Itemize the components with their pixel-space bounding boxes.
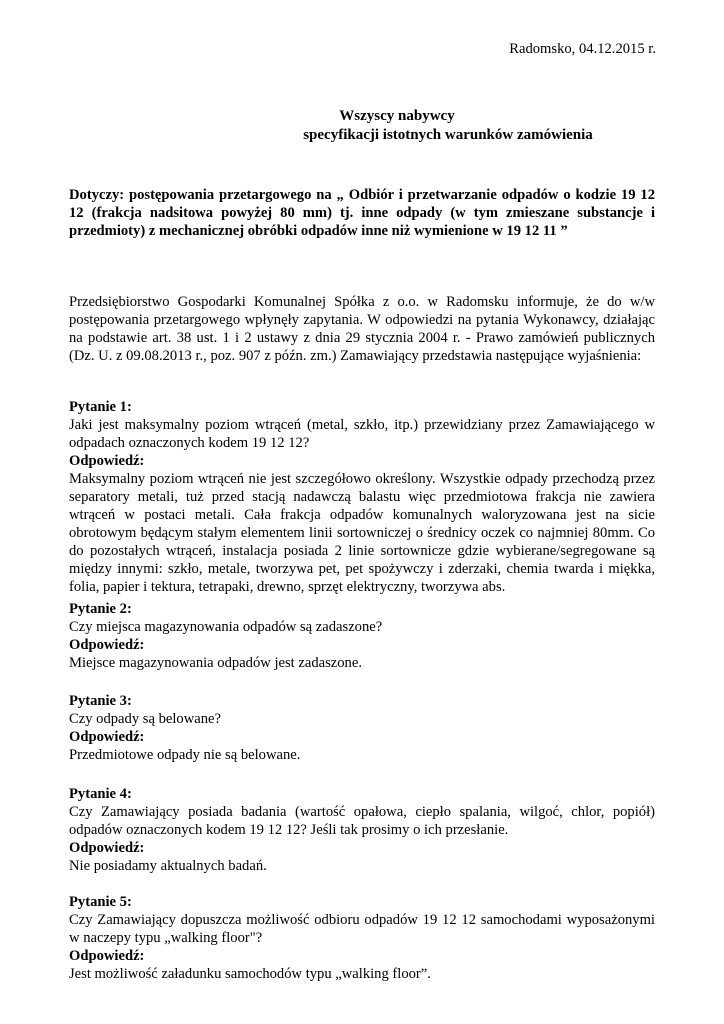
intro-paragraph: Przedsiębiorstwo Gospodarki Komunalnej Spółka z o.o. w Radomsku informuje, że do w/w postępowania przetargowego wpłynęły zapytania. W odpowiedzi na pytania Wykonawcy, działając na podstawie art. 38 ust. 1 i 2 ustawy z dnia 29 stycznia 2004 r. - Prawo zamówień publicznych (Dz. U. z 09.08.2013 r., poz. 907 z późn. zm.) Zamawiający przedstawia następujące wyjaśnienia: (69, 294, 655, 364)
answer-label: Odpowiedź: (69, 840, 145, 856)
question-text: Czy odpady są belowane? (69, 711, 221, 727)
question-block-1 (69, 398, 655, 596)
addressee-title-line1: Wszyscy nabywcy (339, 108, 455, 124)
answer-text: Nie posiadamy aktualnych badań. (69, 858, 267, 874)
answer-text: Przedmiotowe odpady nie są belowane. (69, 747, 301, 763)
question-text: Czy Zamawiający dopuszcza możliwość odbioru odpadów 19 12 12 samochodami wyposażonymi w naczepy typu „walking floor"? (69, 912, 655, 946)
question-label: Pytanie 5: (69, 894, 132, 910)
question-block-3 (69, 692, 655, 764)
answer-label: Odpowiedź: (69, 729, 145, 745)
question-text: Czy miejsca magazynowania odpadów są zadaszone? (69, 619, 383, 635)
answer-label: Odpowiedź: (69, 948, 145, 964)
answer-text: Jest możliwość załadunku samochodów typu „walking floor”. (69, 966, 431, 982)
question-label: Pytanie 4: (69, 786, 132, 802)
question-block-2 (69, 600, 655, 672)
answer-text: Miejsce magazynowania odpadów jest zadaszone. (69, 655, 362, 671)
question-label: Pytanie 1: (69, 399, 132, 415)
document-date: Radomsko, 04.12.2015 r. (509, 41, 656, 57)
question-text: Jaki jest maksymalny poziom wtrąceń (metal, szkło, itp.) przewidziany przez Zamawiającego w odpadach oznaczonych kodem 19 12 12? (69, 417, 655, 451)
addressee-title-line2: specyfikacji istotnych warunków zamówienia (303, 127, 593, 143)
answer-label: Odpowiedź: (69, 637, 145, 653)
answer-text: Maksymalny poziom wtrąceń nie jest szczegółowo określony. Wszystkie odpady przechodzą przez separatory metali, tuż przed stacją nadawczą balastu więc przedmiotowa frakcja nie zawiera wtrąceń w postaci metali. Cała frakcja odpadów komunalnych waloryzowana jest na sicie obrotowym będącym stałym elementem linii sortowniczej o średnicy oczek co najmniej 80mm. Co do pozostałych wtrąceń, instalacja posiada 2 linie sortownicze gdzie wybierane/segregowane są między innymi: szkło, metale, tworzywa pet, pet spożywczy i zderzaki, chemia twarda i miękka, folia, papier i tektura, tetrapaki, drewno, sprzęt elektryczny, tworzywa abs. (69, 471, 655, 595)
question-block-4 (69, 785, 655, 875)
question-label: Pytanie 2: (69, 601, 132, 617)
answer-label: Odpowiedź: (69, 453, 145, 469)
question-label: Pytanie 3: (69, 693, 132, 709)
question-block-5 (69, 893, 655, 983)
question-text: Czy Zamawiający posiada badania (wartość opałowa, ciepło spalania, wilgoć, chlor, popiół) odpadów oznaczonych kodem 19 12 12? Jeśli tak prosimy o ich przesłanie. (69, 804, 655, 838)
addressee-title (0, 107, 724, 145)
subject-paragraph: Dotyczy: postępowania przetargowego na „ Odbiór i przetwarzanie odpadów o kodzie 19 12 12 (frakcja nadsitowa powyżej 80 mm) tj. inne odpady (w tym zmieszane substancje i przedmioty) z mechanicznej obróbki odpadów inne niż wymienione w 19 12 11 ” (69, 187, 655, 239)
